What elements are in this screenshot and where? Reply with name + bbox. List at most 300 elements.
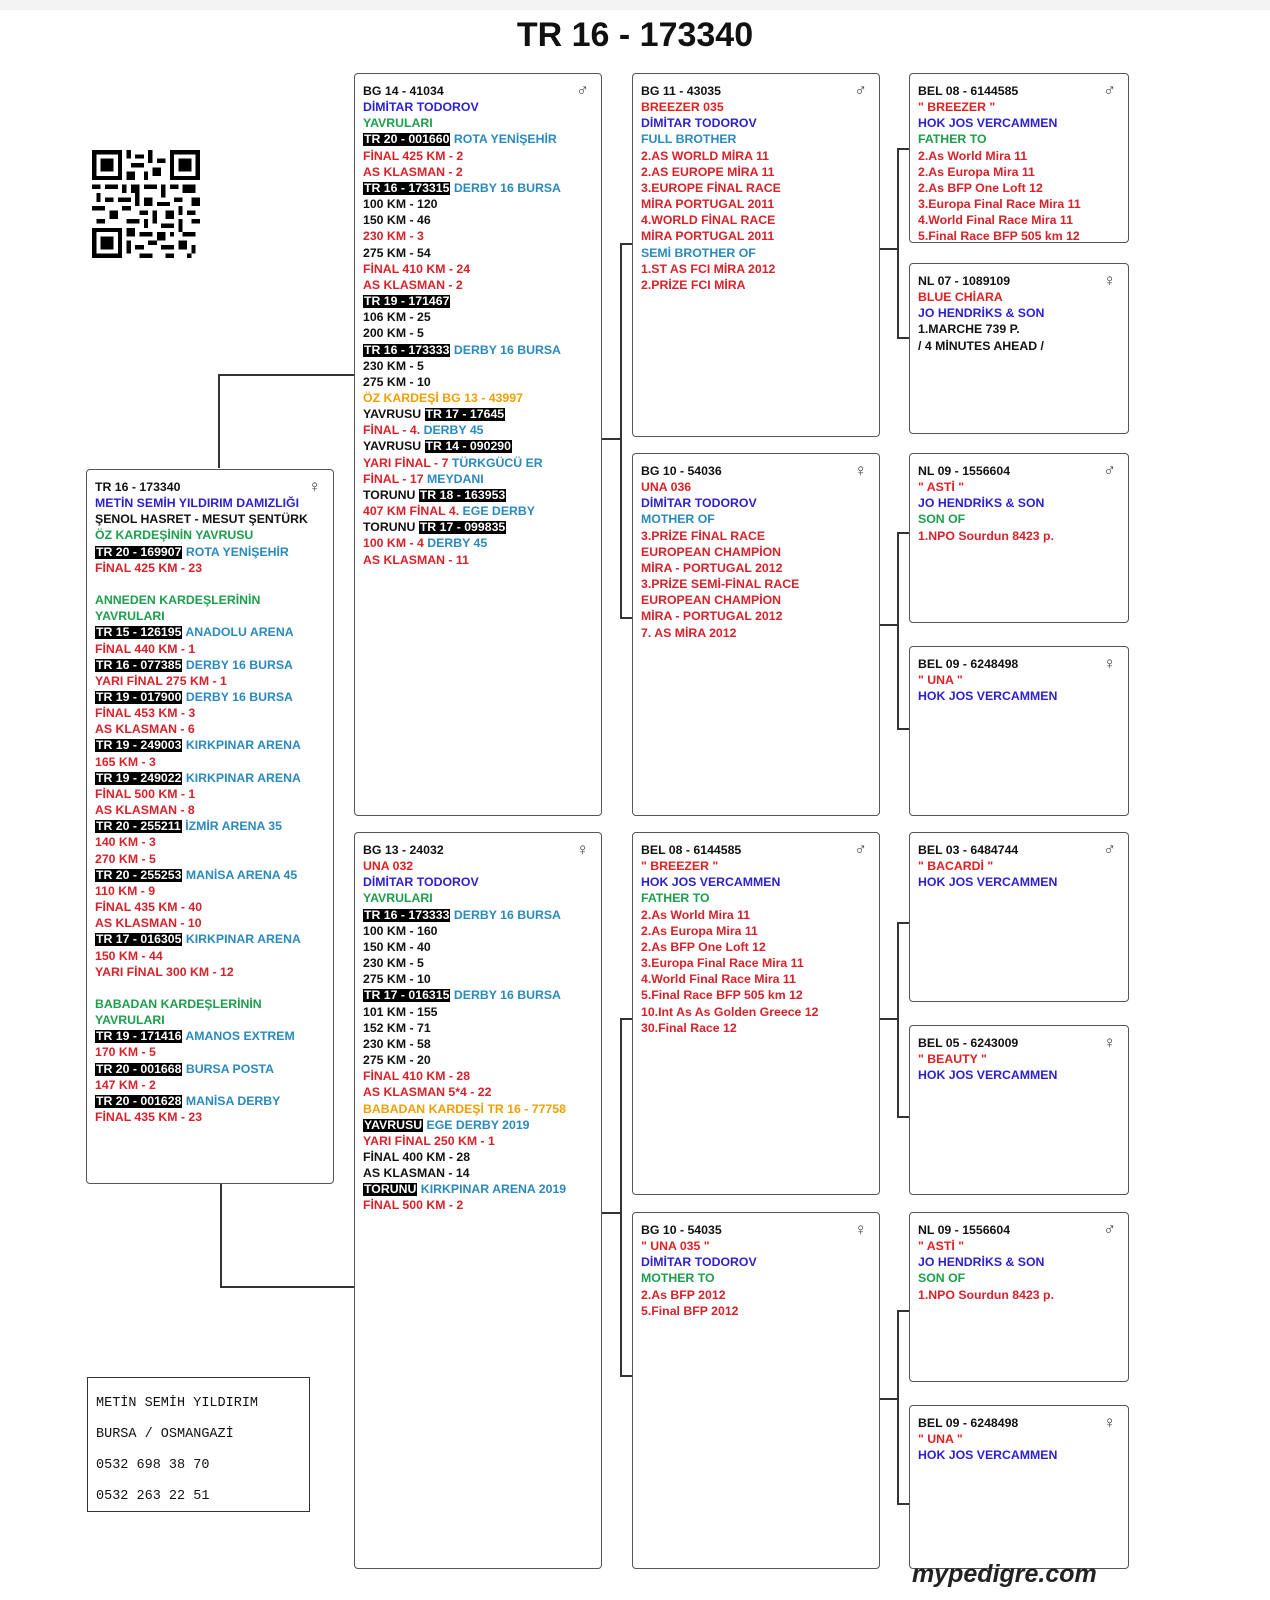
pedigree-text: 101 KM - 155: [363, 1004, 438, 1019]
pedigree-line: [363, 923, 593, 939]
ring-number-tag: TR 17 - 099835: [419, 520, 506, 535]
pedigree-line: [95, 1093, 325, 1109]
pedigree-line: [95, 721, 325, 737]
pedigree-text: " BACARDİ ": [918, 859, 994, 874]
pedigree-line: [363, 228, 593, 244]
pedigree-text: 270 KM - 5: [95, 851, 156, 866]
connector-line: [897, 532, 909, 534]
pedigree-line: [363, 503, 593, 519]
pedigree-text: AS KLASMAN - 10: [95, 916, 202, 931]
pedigree-text: AS KLASMAN - 6: [95, 722, 195, 737]
pedigree-line: [918, 180, 1120, 196]
pedigree-line: [918, 1447, 1120, 1463]
ring-number-tag: TR 19 - 249003: [96, 738, 182, 753]
pedigree-line: [641, 99, 871, 115]
pedigree-text: KIRKPINAR ARENA: [182, 770, 301, 785]
pedigree-text: 2.AS EUROPE MİRA 11: [641, 164, 775, 179]
pedigree-line: [641, 625, 871, 641]
pedigree-text: " BREEZER ": [641, 859, 719, 874]
female-symbol-icon: ♀: [1103, 271, 1116, 290]
pedigree-line: [363, 309, 593, 325]
pedigree-text: 150 KM - 40: [363, 939, 431, 954]
page-title: TR 16 - 173340: [516, 16, 754, 54]
pedigree-line: [641, 1287, 871, 1303]
pedigree-line: [641, 511, 871, 527]
pedigree-line: [641, 212, 871, 228]
ring-number-tag: TR 20 - 255211: [96, 819, 181, 834]
pedigree-line: [918, 842, 1120, 858]
pedigree-line: [918, 672, 1120, 688]
pedigree-line: [363, 874, 593, 890]
pedigree-text: ÖZ KARDEŞİNİN YAVRUSU: [95, 528, 254, 543]
pedigree-line: [95, 948, 325, 964]
pedigree-line: [918, 511, 1120, 527]
pedigree-text: BLUE CHİARA: [918, 290, 1003, 305]
pedigree-text: YARI FİNAL 300 KM - 12: [95, 964, 234, 979]
pedigree-line: [918, 1254, 1120, 1270]
pedigree-line: [918, 148, 1120, 164]
pedigree-text: DİMİTAR TODOROV: [363, 100, 479, 115]
pedigree-text: EUROPEAN CHAMPİON: [641, 544, 782, 559]
pedigree-text: EGE DERBY 2019: [423, 1117, 530, 1132]
pedigree-text: DERBY 16 BURSA: [450, 907, 561, 922]
pedigree-text: MOTHER TO: [641, 1271, 715, 1286]
female-symbol-icon: ♀: [1103, 1033, 1116, 1052]
connector-line: [620, 617, 632, 619]
pedigree-line: [363, 842, 593, 858]
father-card[interactable]: [354, 73, 602, 816]
ring-number-tag: TR 17 - 17645: [425, 407, 505, 422]
pedigree-text: DERBY 16 BURSA: [182, 657, 293, 672]
pedigree-text: YAVRULARI: [95, 1013, 165, 1028]
pedigree-line: [363, 293, 593, 309]
pedigree-text: 2.As BFP One Loft 12: [918, 180, 1043, 195]
pedigree-line: [95, 996, 325, 1012]
pedigree-text: MEYDANI: [423, 471, 484, 486]
male-symbol-icon: ♂: [1103, 81, 1116, 100]
pedigree-text: DİMİTAR TODOROV: [363, 875, 479, 890]
pedigree-text: FİNAL 440 KM - 1: [95, 641, 196, 656]
pedigree-text: ROTA YENİŞEHİR: [450, 132, 557, 147]
pedigree-text: 3.Europa Final Race Mira 11: [641, 956, 804, 971]
pedigree-text: FATHER TO: [641, 891, 710, 906]
pedigree-line: [918, 1222, 1120, 1238]
pedigree-line: [363, 374, 593, 390]
pedigree-line: [641, 842, 871, 858]
pedigree-line: [918, 99, 1120, 115]
pedigree-line: [363, 164, 593, 180]
pedigree-text: BG 14 - 41034: [363, 84, 444, 98]
connector-line: [218, 374, 220, 468]
pedigree-text: 2.AS WORLD MİRA 11: [641, 148, 769, 163]
male-symbol-icon: ♂: [854, 840, 867, 859]
great-grandparent-card-7[interactable]: [909, 1212, 1129, 1382]
pedigree-line: [641, 180, 871, 196]
male-symbol-icon: ♂: [1103, 840, 1116, 859]
pedigree-line: [918, 1067, 1120, 1083]
pedigree-text: BEL 09 - 6248498: [918, 657, 1019, 671]
pedigree-line: [918, 83, 1120, 99]
paternal-grandmother-card[interactable]: [632, 453, 880, 816]
mother-card[interactable]: [354, 832, 602, 1569]
pedigree-line: [95, 1061, 325, 1077]
connector-line: [897, 1310, 909, 1312]
female-symbol-icon: ♀: [854, 1220, 867, 1239]
ring-number-tag: TR 20 - 001628: [96, 1093, 182, 1108]
ring-number-tag: TR 15 - 126195: [96, 625, 182, 640]
connector-line: [602, 1212, 621, 1214]
pedigree-text: AS KLASMAN - 11: [363, 552, 469, 567]
pedigree-text: 140 KM - 3: [95, 835, 156, 850]
ring-number-tag: TR 18 - 163953: [419, 487, 506, 502]
pedigree-text: 100 KM - 4: [363, 536, 424, 551]
pedigree-text: KIRKPINAR ARENA: [182, 932, 301, 947]
pedigree-text: UNA 032: [363, 859, 414, 874]
pedigree-line: [95, 592, 325, 608]
pedigree-line: [95, 851, 325, 867]
great-grandparent-card-5[interactable]: [909, 832, 1129, 1002]
pedigree-line: [95, 964, 325, 980]
pedigree-text: 230 KM - 58: [363, 1036, 431, 1051]
pedigree-text: DERBY 16 BURSA: [450, 342, 561, 357]
pedigree-text: AMANOS EXTREM: [182, 1029, 295, 1044]
pedigree-text: 147 KM - 2: [95, 1077, 156, 1092]
pedigree-line: [918, 463, 1120, 479]
pedigree-line: [95, 867, 325, 883]
pedigree-text: DİMİTAR TODOROV: [641, 496, 757, 511]
great-grandparent-card-2[interactable]: [909, 263, 1129, 434]
pedigree-text: 3.PRİZE SEMİ-FİNAL RACE: [641, 577, 800, 592]
pedigree-text: 152 KM - 71: [363, 1020, 431, 1035]
pedigree-line: [641, 245, 871, 261]
pedigree-text: YAVRUSU: [363, 407, 425, 422]
great-grandparent-card-8[interactable]: [909, 1405, 1129, 1569]
pedigree-line: [363, 131, 593, 147]
connector-line: [880, 1018, 898, 1020]
ring-number-tag: TR 16 - 173333: [364, 907, 450, 922]
pedigree-line: [363, 180, 593, 196]
pedigree-text: ANNEDEN KARDEŞLERİNİN: [95, 593, 261, 608]
pedigree-text: 275 KM - 10: [363, 972, 431, 987]
pedigree-text: BABADAN KARDEŞLERİNİN: [95, 996, 262, 1011]
pedigree-line: [95, 834, 325, 850]
pedigree-text: TÜRKGÜCÜ ER: [451, 455, 543, 470]
pedigree-text: SON OF: [918, 1271, 966, 1286]
pedigree-line: [363, 422, 593, 438]
great-grandparent-card-4[interactable]: [909, 646, 1129, 816]
pedigree-text: 106 KM - 25: [363, 310, 431, 325]
pedigree-text: SON OF: [918, 512, 966, 527]
pedigree-line: [363, 1197, 593, 1213]
pedigree-line: [363, 535, 593, 551]
pedigree-line: [918, 228, 1120, 243]
ring-number-tag: TR 17 - 016315: [364, 988, 450, 1003]
site-logo[interactable]: mypedigre.com: [912, 1560, 1097, 1588]
ring-number-tag: TR 16 - 077385: [96, 657, 182, 672]
connector-line: [897, 1503, 909, 1505]
pedigree-line: [918, 874, 1120, 890]
pedigree-text: FİNAL 400 KM - 28: [363, 1149, 471, 1164]
pedigree-text: 275 KM - 54: [363, 245, 431, 260]
pedigree-line: [95, 915, 325, 931]
pedigree-line: [918, 858, 1120, 874]
pedigree-text: AS KLASMAN - 2: [363, 277, 463, 292]
pedigree-text: 30.Final Race 12: [641, 1020, 737, 1035]
pedigree-line: [95, 560, 325, 576]
pedigree-text: BEL 09 - 6248498: [918, 1416, 1019, 1430]
pedigree-line: [363, 1004, 593, 1020]
great-grandparent-card-1[interactable]: [909, 73, 1129, 243]
pedigree-text: JO HENDRİKS & SON: [918, 496, 1045, 511]
pedigree-line: [363, 358, 593, 374]
pedigree-line: [641, 228, 871, 244]
pedigree-line: [363, 406, 593, 422]
ring-number-tag: TR 19 - 249022: [96, 770, 182, 785]
pedigree-text: " UNA ": [918, 1432, 963, 1447]
pedigree-line: [363, 390, 593, 406]
pedigree-line: [363, 342, 593, 358]
pedigree-text: 150 KM - 44: [95, 948, 163, 963]
pedigree-text: 2.As World Mira 11: [918, 148, 1028, 163]
pedigree-line: [918, 115, 1120, 131]
pedigree-text: NL 09 - 1556604: [918, 1223, 1011, 1237]
ring-number-tag: TR 20 - 255253: [96, 867, 182, 882]
pedigree-text: 4.WORLD FİNAL RACE: [641, 213, 776, 228]
pedigree-line: [363, 1165, 593, 1181]
pedigree-line: [641, 196, 871, 212]
ring-number-tag: TR 16 - 173333: [364, 342, 450, 357]
pedigree-line: [641, 1004, 871, 1020]
connector-line: [218, 374, 354, 376]
ring-number-tag: TR 20 - 001668: [96, 1061, 182, 1076]
pedigree-text: FİNAL 425 KM - 2: [363, 148, 464, 163]
pedigree-line: [641, 1020, 871, 1036]
pedigree-line: [95, 931, 325, 947]
pedigree-text: " UNA ": [918, 673, 963, 688]
pedigree-text: FATHER TO: [918, 132, 987, 147]
connector-line: [897, 1310, 899, 1504]
pedigree-line: [363, 1133, 593, 1149]
pedigree-line: [363, 1117, 593, 1133]
female-symbol-icon: ♀: [576, 840, 589, 859]
pedigree-line: [95, 1028, 325, 1044]
pedigree-text: 1.MARCHE 739 P.: [918, 322, 1020, 337]
top-bar: [0, 0, 1270, 10]
pedigree-line: [641, 528, 871, 544]
pedigree-text: YARI FİNAL 275 KM - 1: [95, 673, 227, 688]
pedigree-line: [918, 495, 1120, 511]
pedigree-text: BEL 08 - 6144585: [918, 84, 1019, 98]
pedigree-line: [641, 1303, 871, 1319]
pedigree-text: EUROPEAN CHAMPİON: [641, 593, 782, 608]
female-symbol-icon: ♀: [854, 461, 867, 480]
breeder-location: BURSA / OSMANGAZİ: [96, 1427, 234, 1442]
pedigree-line: [363, 455, 593, 471]
pedigree-line: [95, 673, 325, 689]
pedigree-text: ROTA YENİŞEHİR: [182, 544, 289, 559]
subject-pigeon-card[interactable]: [86, 469, 334, 1184]
pedigree-line: [918, 1287, 1120, 1303]
breeder-contact-box: [87, 1377, 310, 1512]
ring-number-tag: TR 19 - 171467: [364, 294, 450, 309]
pedigree-text: YAVRULARI: [363, 116, 433, 131]
pedigree-text: MANİSA ARENA 45: [182, 867, 298, 882]
pedigree-text: TR 16 - 173340: [95, 480, 181, 494]
pedigree-line: [918, 688, 1120, 704]
pedigree-line: [641, 890, 871, 906]
pedigree-line: [95, 511, 325, 527]
pedigree-line: [641, 576, 871, 592]
pedigree-line: [918, 1270, 1120, 1286]
pedigree-line: [363, 1149, 593, 1165]
pedigree-text: KIRKPINAR ARENA: [182, 738, 301, 753]
paternal-grandfather-card[interactable]: [632, 73, 880, 437]
ring-number-tag: YAVRUSU: [364, 1117, 423, 1132]
pedigree-text: FİNAL 425 KM - 23: [95, 560, 203, 575]
male-symbol-icon: ♂: [1103, 1220, 1116, 1239]
pedigree-line: [363, 858, 593, 874]
pedigree-text: JO HENDRİKS & SON: [918, 1255, 1045, 1270]
pedigree-line: [641, 955, 871, 971]
pedigree-line: [95, 608, 325, 624]
pedigree-text: HOK JOS VERCAMMEN: [918, 1068, 1058, 1083]
pedigree-text: 2.As World Mira 11: [641, 907, 751, 922]
pedigree-text: FİNAL 435 KM - 40: [95, 900, 203, 915]
pedigree-text: 230 KM - 5: [363, 358, 424, 373]
pedigree-line: [641, 115, 871, 131]
pedigree-line: [95, 818, 325, 834]
pedigree-text: 1.NPO Sourdun 8423 p.: [918, 1287, 1054, 1302]
pedigree-line: [641, 164, 871, 180]
pedigree-text: DERBY 45: [420, 423, 484, 438]
pedigree-line: [918, 289, 1120, 305]
breeder-phone-1[interactable]: 0532 698 38 70: [96, 1458, 210, 1473]
pedigree-text: BG 10 - 54035: [641, 1223, 722, 1237]
pedigree-text: YAVRULARI: [95, 609, 165, 624]
pedigree-line: [363, 261, 593, 277]
pedigree-line: [95, 641, 325, 657]
pedigree-text: MİRA PORTUGAL 2011: [641, 229, 775, 244]
pedigree-text: 150 KM - 46: [363, 213, 431, 228]
pedigree-text: BABADAN KARDEŞİ TR 16 - 77758: [363, 1101, 566, 1116]
breeder-name: METİN SEMİH YILDIRIM: [96, 1396, 259, 1411]
pedigree-line: [641, 479, 871, 495]
pedigree-line: [641, 131, 871, 147]
pedigree-line: [918, 273, 1120, 289]
pedigree-text: 275 KM - 10: [363, 374, 431, 389]
pedigree-text: AS KLASMAN - 2: [363, 164, 463, 179]
connector-line: [897, 148, 909, 150]
pedigree-line: [363, 1181, 593, 1197]
connector-line: [220, 1286, 354, 1288]
pedigree-line: [918, 131, 1120, 147]
pedigree-line: [363, 987, 593, 1003]
pedigree-text: 4.World Final Race Mira 11: [641, 972, 796, 987]
pedigree-line: [95, 479, 325, 495]
pedigree-line: [641, 923, 871, 939]
pedigree-line: [363, 487, 593, 503]
pedigree-line: [95, 802, 325, 818]
connector-line: [897, 337, 909, 339]
pedigree-text: 4.World Final Race Mira 11: [918, 213, 1073, 228]
connector-line: [897, 532, 899, 729]
pedigree-line: [641, 544, 871, 560]
pedigree-line: [363, 890, 593, 906]
connector-line: [220, 1183, 222, 1286]
connector-line: [880, 624, 898, 626]
pedigree-text: DERBY 16 BURSA: [182, 690, 293, 705]
pedigree-text: UNA 036: [641, 480, 692, 495]
maternal-grandfather-card[interactable]: [632, 832, 880, 1195]
maternal-grandmother-card[interactable]: [632, 1212, 880, 1569]
pedigree-line: [363, 1020, 593, 1036]
pedigree-line: [363, 245, 593, 261]
connector-line: [602, 438, 621, 440]
pedigree-line: [918, 528, 1120, 544]
ring-number-tag: TR 19 - 171416: [96, 1029, 182, 1044]
pedigree-text: 100 KM - 160: [363, 923, 438, 938]
pedigree-text: FİNAL 435 KM - 23: [95, 1110, 203, 1125]
pedigree-text: 165 KM - 3: [95, 754, 156, 769]
ring-number-tag: TORUNU: [364, 1182, 417, 1197]
connector-line: [897, 148, 899, 338]
breeder-phone-2[interactable]: 0532 263 22 51: [96, 1489, 210, 1504]
pedigree-line: [95, 576, 325, 592]
pedigree-text: NL 07 - 1089109: [918, 274, 1011, 288]
pedigree-text: / 4 MİNUTES AHEAD /: [918, 338, 1044, 353]
pedigree-text: 7. AS MİRA 2012: [641, 625, 737, 640]
pedigree-line: [95, 705, 325, 721]
great-grandparent-card-3[interactable]: [909, 453, 1129, 623]
pedigree-text: HOK JOS VERCAMMEN: [918, 116, 1058, 131]
male-symbol-icon: ♂: [1103, 461, 1116, 480]
pedigree-text: MANİSA DERBY: [182, 1093, 281, 1108]
pedigree-text: HOK JOS VERCAMMEN: [641, 875, 781, 890]
pedigree-line: [918, 1035, 1120, 1051]
pedigree-text: JO HENDRİKS & SON: [918, 306, 1045, 321]
pedigree-line: [95, 1077, 325, 1093]
pedigree-text: MİRA - PORTUGAL 2012: [641, 560, 783, 575]
pedigree-line: [363, 1068, 593, 1084]
female-symbol-icon: ♀: [1103, 654, 1116, 673]
connector-line: [880, 248, 898, 250]
connector-line: [620, 1375, 632, 1377]
pedigree-text: AS KLASMAN - 14: [363, 1166, 470, 1181]
pedigree-text: 100 KM - 120: [363, 197, 438, 212]
pedigree-line: [918, 305, 1120, 321]
pedigree-line: [363, 212, 593, 228]
pedigree-text: " ASTİ ": [918, 1239, 965, 1254]
pedigree-text: 2.As Europa Mira 11: [918, 164, 1035, 179]
pedigree-text: " BEAUTY ": [918, 1052, 987, 1067]
qr-code: [92, 150, 200, 258]
pedigree-text: BG 10 - 54036: [641, 464, 722, 478]
pedigree-line: [363, 115, 593, 131]
pedigree-text: 407 KM FİNAL 4.: [363, 504, 463, 519]
pedigree-line: [641, 608, 871, 624]
pedigree-text: DİMİTAR TODOROV: [641, 116, 757, 131]
great-grandparent-card-6[interactable]: [909, 1025, 1129, 1195]
pedigree-line: [641, 560, 871, 576]
pedigree-line: [641, 987, 871, 1003]
pedigree-text: HOK JOS VERCAMMEN: [918, 689, 1058, 704]
pedigree-text: 2.As BFP One Loft 12: [641, 939, 766, 954]
pedigree-line: [363, 1084, 593, 1100]
pedigree-line: [95, 495, 325, 511]
pedigree-text: 170 KM - 5: [95, 1045, 156, 1060]
connector-line: [620, 1018, 622, 1376]
pedigree-text: FİNAL 410 KM - 24: [363, 261, 471, 276]
